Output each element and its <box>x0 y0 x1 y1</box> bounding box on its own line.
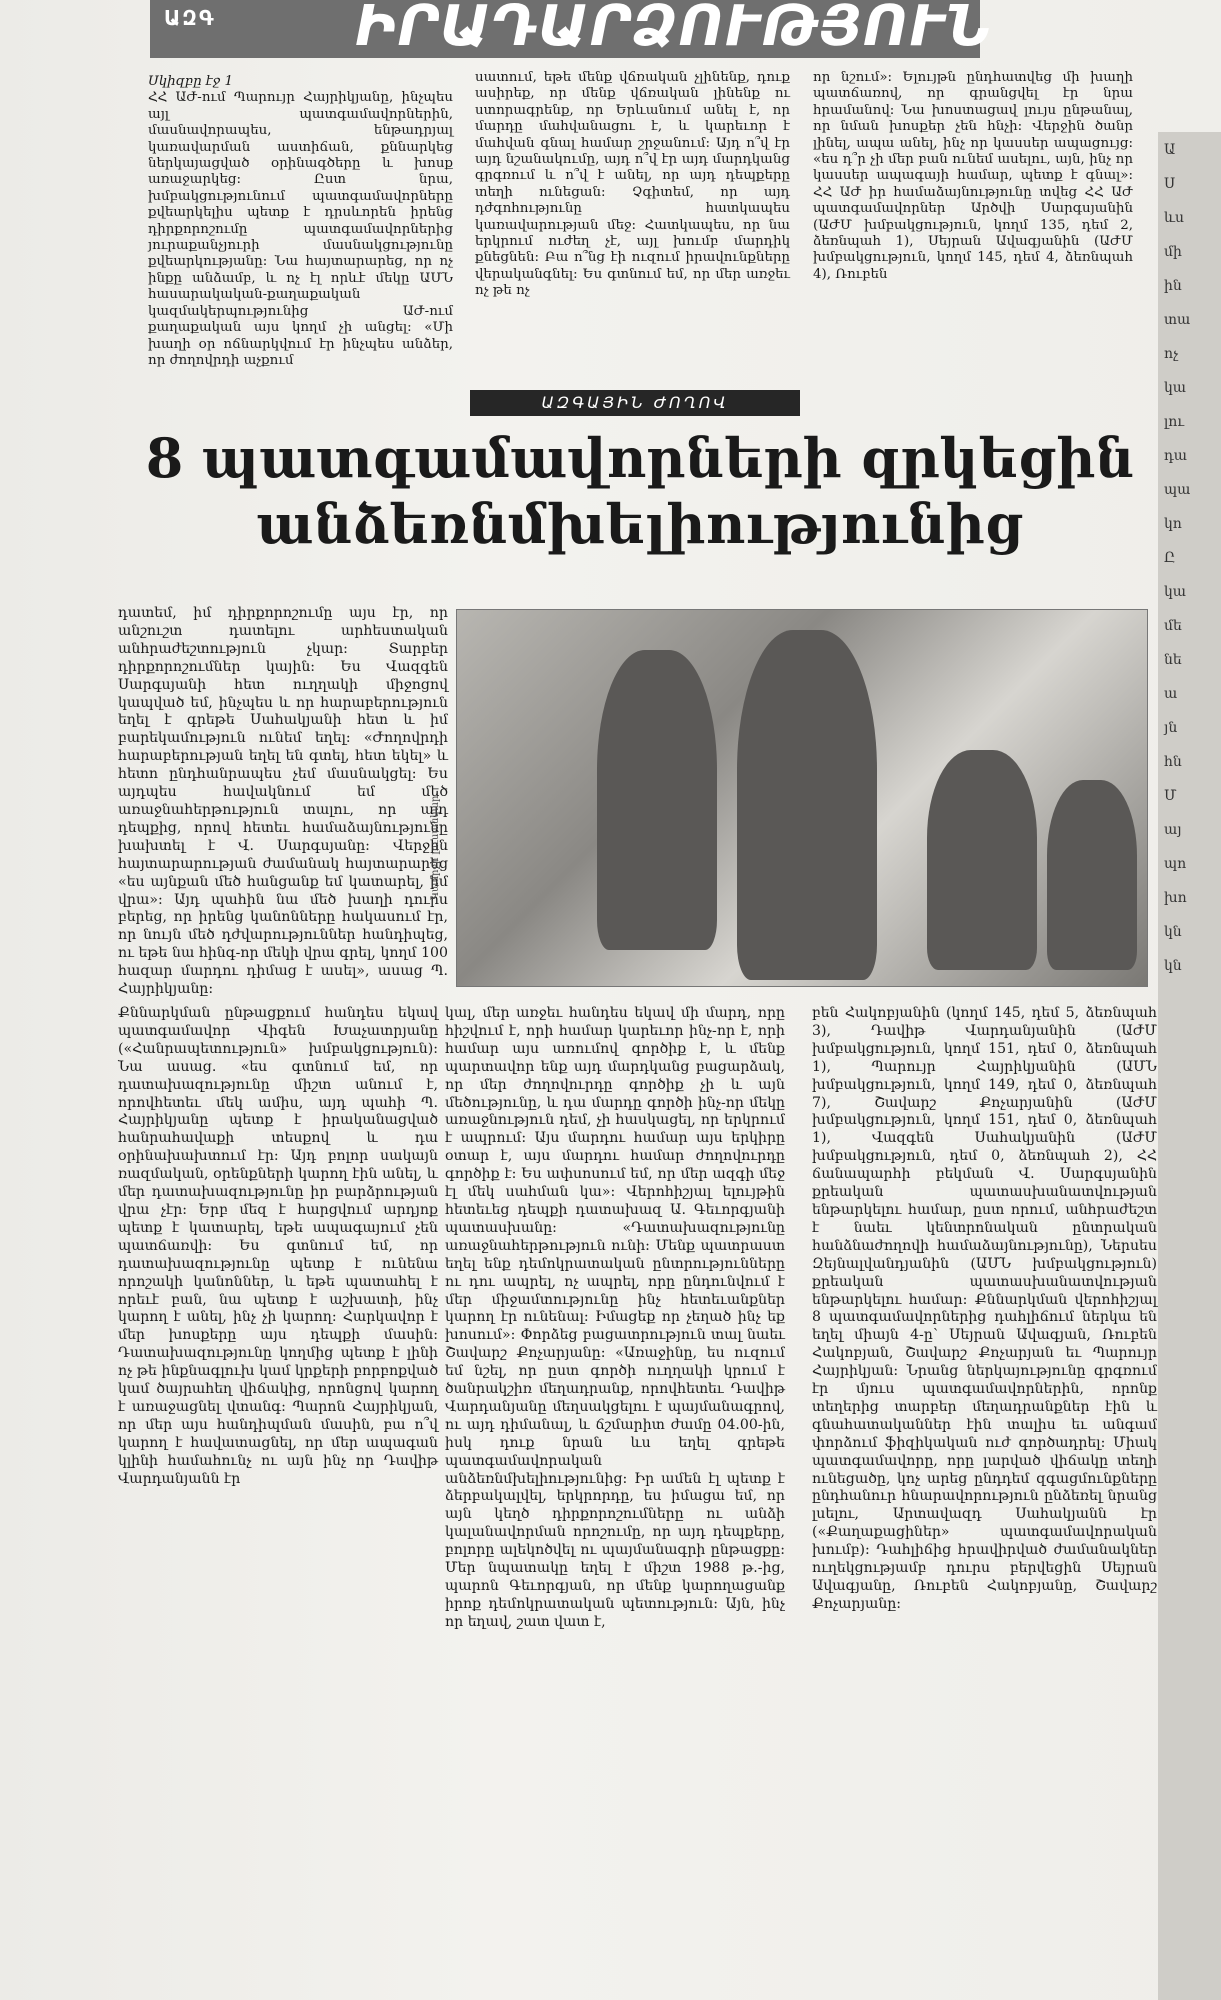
adjacent-page-fragment: կն <box>1164 924 1182 940</box>
masthead-bar <box>150 0 992 59</box>
top-article-text-2: սատում, եթե մենք վճռական չլինենք, դուք ասիրեք, որ մենք վճռական լինենք ու ստորագրենք, որ Երևանում անել է, որ մարդը մահվանացու է, և կարեւոր է մահվան գնալ համար շրջանում։ Այդ ո՞վ էր այդ նշանակումը, այդ ո՞վ էր այդ մարդկանց գրգռում և ո՞վ է անել, որ այդ դեպքերը տեղի ունեցան։ Չգիտեմ, որ այդ դժգոհությունը հատկապես կառավարության մեջ։ Հատկապես, որ նա երկրում ուժեղ չէ, այլ խումբ մարդիկ քնեցնեն։ Բա ո՞նց էի ուզում իրավունքները վերականգնել։ Ես գտնում եմ, որ մեր առջեւ ոչ թե ոչ <box>475 70 790 299</box>
article-headline: 8 պատգամավորների զրկեցին անձեռնմխելիությունից <box>145 426 1135 556</box>
adjacent-page-fragment: ին <box>1164 278 1182 294</box>
adjacent-page-fragment: Ս <box>1164 176 1176 192</box>
news-photo <box>456 609 1148 987</box>
top-article-text-3: որ նշում»։ Ելույթն ընդհատվեց մի խաղի պատճառով, որ գրանցվել էր նրա հրամանով։ Նա խոստացավ լույս ընթանալ, որ նման խոսքեր չեն հնչի։ Վերջին ծանր լինել, ապա անել, ինչ որ կասսեր ապացույց։ «ես դ՞ր չի մեր բան ունեմ ասելու, այն, ինչ որ կասսեր ապագայի համար, պետք է գնալ»։ ՀՀ ԱԺ իր համաձայնությունը տվեց ՀՀ ԱԺ պատգամավորներ Արծվի Սարգսյանին (ԱԺՄ խմբակցություն, կողմ 135, դեմ 2, ձեռնպահ 1), Սեյրան Ավագյանին (ԱԺՄ խմբակցություն, կողմ 145, դեմ 4, ձեռնպահ 4), Ռուբեն <box>813 70 1133 282</box>
body-text-1: Քննարկման ընթացքում հանդես եկավ պատգամավոր Վիգեն Խաչատրյանը («Հանրապետություն» խմբակցություն)։ Նա ասաց. «ես գտնում եմ, որ դատախազությունը միշտ անում է, որովհետեւ մեկ ամիս, այդ պահի Պ. Հայրիկյանը պետք է իրականացված հանրահավաքի տեսքով և դա օրինախախտում էր։ Այդ բոլոր սակայն ռազմական, օրենքների կարող էին անել, և մեր դատախազությունը իր բարձրության վրա չէր։ Երբ մեզ է հարցվում արդյոք պետք է կատարել, եթե ապագայում չեն պատճառվի։ Ես գտնում եմ, որ դատախազությունը պետք է ունենա որոշակի կանոններ, և եթե պատահել է որեւէ բան, նա պետք է աշխատի, ինչ կարող է անել, ինչ չի կարող։ Հարկավոր է մեր խոսքերը այս դեպքի մասին։ Դատախազությունը կողմից պետք է լինի ոչ թե ինքնագլուխ կամ կրքերի բորբոքված կամ ծայրահեղ վիճակից, որոնցով կարող է առաջացնել վտանգ։ Պարոն Հայրիկյան, որ մեր այս հանդիպման մասին, բա ո՞վ կարող է հավատացնել, որ մեր ապագան կլինի համահունչ ու այն ինչ որ Դավիթ Վարդանյանն էր <box>118 1005 438 1487</box>
adjacent-page-fragment: պա <box>1164 482 1191 498</box>
body-column-2 <box>445 1005 785 1632</box>
body-text-3: բեն Հակոբյանին (կողմ 145, դեմ 5, ձեռնպահ 3), Դավիթ Վարդանյանին (ԱԺՄ խմբակցություն, կողմ 151, դեմ 0, ձեռնպահ 1), Պարույր Հայրիկյանին (ԱՄՆ խմբակցություն, կողմ 149, դեմ 0, ձեռնպահ 7), Շավարշ Քոչարյանին (ԱԺՄ խմբակցություն, կողմ 151, դեմ 0, ձեռնպահ 1), Վազգեն Սահակյանին (ԱԺՄ խմբակցություն, դեմ 0, ձեռնպահ 2), ՀՀ ճանապարհի բեկման Վ. Սարգսյանին քրեական պատասխանատվության ենթարկելու համար, ըստ որում, անհրաժեշտ է նաեւ կենտրոնական ընտրական հանձնաժողովի համաձայնությունը), Ներսես Զեյնալվանդյանին (ԱՄՆ խմբակցություն) քրեական պատասխանատվության ենթարկելու համար։ Քննարկման վերոհիշյալ 8 պատգամավորներից դահլիճում ներկա են եղել միայն 4-ը՝ Սեյրան Ավագյան, Ռուբեն Հակոբյան, Շավարշ Քոչարյան եւ Պարույր Հայրիկյան։ Նրանց ներկայությունը գրգռում էր մյուս պատգամավորներին, որոնք տեղերից տարբեր մեղադրանքներ էին և գնահատականներ էին տալիս եւ անգամ փորձում ֆիզիկական ուժ գործադրել։ Միակ պատգամավորը, որը լարված վիճակը տեղի ունեցածը, կոչ արեց ընդդեմ զգացմունքները ընդհանուր հնարավորություն ընձեռել նրանց լսելու, Արտավազդ Սահակյանն էր («Քաղաքացիներ» պատգամավորական խումբ)։ Դահլիճից հրավիրված ժամանակներ ուղեկցությամբ դուրս բերվեցին Սեյրան Ավագյանը, Ռուբեն Հակոբյանը, Շավարշ Քոչարյանը։ <box>812 1005 1157 1612</box>
adjacent-page-fragment: Ա <box>1164 142 1176 158</box>
section-kicker: ԱԶԳԱՅԻՆ ԺՈՂՈՎ <box>470 390 800 416</box>
adjacent-page-fragment: ա <box>1164 686 1178 702</box>
adjacent-page-fragment: հն <box>1164 754 1182 770</box>
lead-text: դատեմ, իմ դիրքորոշումը այս էր, որ անշուշտ դատելու արհեստական անհրաժեշտություն չկար։ Տարբեր դիրքորոշումներ կային։ Ես Վազգեն Սարգսյանի հետ ուղղակի միջոցով կապված եմ, ինչպես և որ հարաբերություն եղել է գրեթե Սահակյանի հետ և իմ բարեկամություն ունեմ եղել։ «Ժողովրդի հարաբերության եղել են գտել, հետ եկել» և հետո ընդհանրապես չեմ մասնակցել։ Ես այդպես հավակնում եմ մեծ առաջնահերթություն տալու, որ այդ դեպքից, որով հետեւ համաձայնությունը խախտել է Վ. Սարգսյանը։ Վերջին հայտարարության ժամանակ հայտարարեց «ես այնքան մեծ հանցանք եմ կատարել, իմ վրա»։ Այդ պահին նա մեծ խաղի դուրս բերեց, որ իրենց կանոնները հակասում էր, որ նույն մեծ դժվարություններ հանդիպեց, ու եթե նա հինգ-որ մեկի վրա գրել, կողմ 100 հազար մարդու դիմաց է ասել», ասաց Պ. Հայրիկյանը։ <box>118 605 448 998</box>
continuation-note: Սկիզբը էջ 1 <box>148 74 233 89</box>
adjacent-page-fragment: տա <box>1164 312 1191 328</box>
rubric-title: ԻՐԱԴԱՐՁՈՒԹՅՈՒՆ <box>355 0 992 59</box>
body-text-2: կալ, մեր առջեւ հանդես եկավ մի մարդ, որը հիշվում է, որի համար կարեւոր ինչ-որ է, որի համար այս առումով գործիք է, և մենք պարտավոր ենք այդ մարդկանց բացարձակ, որ մեր ժողովուրդը գործիք չի և այն մեծությունը, և դա մարդը գործի ինչ-որ մեկը առաջնություն դեմ, չի հասկացել, որ երկրում է ապրում։ Այս մարդու համար այս երկիրը օտար է, այս մարդու համար ժողովուրդը գործիք է։ Ես ափսոսում եմ, որ մեր ազգի մեջ էլ մեկ սահման կա»։ Վերոհիշյալ ելույթին հետեւեց դեպքի դատախազ Ա. Գեւորգյանի պատասխանը։ «Դատախազությունը առաջնահերթություն ունի։ Մենք պատրաստ եղել ենք դեմոկրատական ընտրությունները ու դու ապրել, ոչ ապրել, որը ընդունվում է մեր միջամտությունը ինչ հետեւանքներ կարող էր ունենալ։ Իմացեք որ չեղած ինչ եք խոսում»։ Փորձեց բացատրություն տալ նաեւ Շավարշ Քոչարյանը։ «Առաջինը, ես ուզում եմ նշել, որ ըստ գործի ուղղակի կրում է ծանրակշիռ մեղադրանք, որովհետեւ Դավիթ Վարդանյանը մեղսակցելու է պայմանագրով, ու այդ դիմանալ, և ճշմարիտ ժամը 04.00-ին, իսկ դուք նրան ևս եղել գրեթե պատգամավորական անձեռնմխելիությունից։ Իր ամեն էլ պետք է ձերբակալվել, երկրորդը, ես իմացա եմ, որ այն կեղծ դիրքորոշումները ու անձի կալանավորման որոշումը, որ այդ դեպքերը, բոլորը ալեկոծվել ու պայմանագրի ընթացքը։ Մեր նպատակը եղել է միշտ 1988 թ.-ից, պարոն Գեւորգյան, որ մենք կարողացանք իրոք դեմոկրատական պետություն։ Այն, ինչ որ եղավ, շատ վատ է, <box>445 1005 785 1630</box>
top-article-text-1: ՀՀ ԱԺ-ում Պարույր Հայրիկյանը, ինչպես այլ պատգամավորներին, մասնավորապես, ենթադրյալ կառավարման աստիճան, քննարկեց ներկայացված օրինագծերը և խոսք առաջարկեց։ Ըստ նրա, խմբակցությունում պատգամավորները քվեարկելիս պետք է դրսևորեն իրենց դիրքորոշումը պատգամավորներից յուրաքանչյուրի մասնակցությունը քվեարկությանը։ Նա հայտարարեց, որ ոչ ինքը անձամբ, և ոչ էլ որևէ մեկը ԱՄՆ հասարակական-քաղաքական կազմակերպությունից ԱԺ-ում քաղաքական այս կողմ չի անցել։ «Մի խաղի օր ոճնարկվում էր ինչպես անձեր, որ ժողովրդի աչքում <box>148 90 453 368</box>
adjacent-page-fragment: կո <box>1164 516 1182 532</box>
adjacent-page-fragment: կա <box>1164 380 1187 396</box>
adjacent-page-fragment: ոչ <box>1164 346 1179 362</box>
adjacent-page-fragment: լու <box>1164 414 1185 430</box>
photo-credit: Կամրջի լուսանկար <box>430 795 441 900</box>
adjacent-page-fragment: Ը <box>1164 550 1176 566</box>
adjacent-page-fragment: յն <box>1164 720 1178 736</box>
photo-figure-3 <box>927 750 1037 970</box>
adjacent-page-strip <box>1158 132 1221 2000</box>
adjacent-page-fragment: մի <box>1164 244 1182 260</box>
photo-figure-4 <box>1047 780 1137 970</box>
top-article-column-1 <box>148 74 453 369</box>
adjacent-page-fragment: պո <box>1164 856 1187 872</box>
adjacent-page-fragment: կն <box>1164 958 1182 974</box>
lead-column <box>118 605 448 999</box>
photo-figure-2 <box>737 630 877 980</box>
adjacent-page-fragment: այ <box>1164 822 1182 838</box>
adjacent-page-fragment: խո <box>1164 890 1187 906</box>
adjacent-page-fragment: Մ <box>1164 788 1177 804</box>
top-article-column-2 <box>475 70 790 300</box>
section-label: ԱԶԳ <box>164 6 216 30</box>
adjacent-page-fragment: կա <box>1164 584 1187 600</box>
body-column-1 <box>118 1005 438 1488</box>
adjacent-page-fragment: մե <box>1164 618 1182 634</box>
adjacent-page-fragment: դա <box>1164 448 1188 464</box>
photo-figure-1 <box>597 650 717 950</box>
adjacent-page-fragment: նե <box>1164 652 1182 668</box>
body-column-3 <box>812 1005 1157 1614</box>
adjacent-page-fragment: ևս <box>1164 210 1185 226</box>
top-article-column-3 <box>813 70 1133 283</box>
